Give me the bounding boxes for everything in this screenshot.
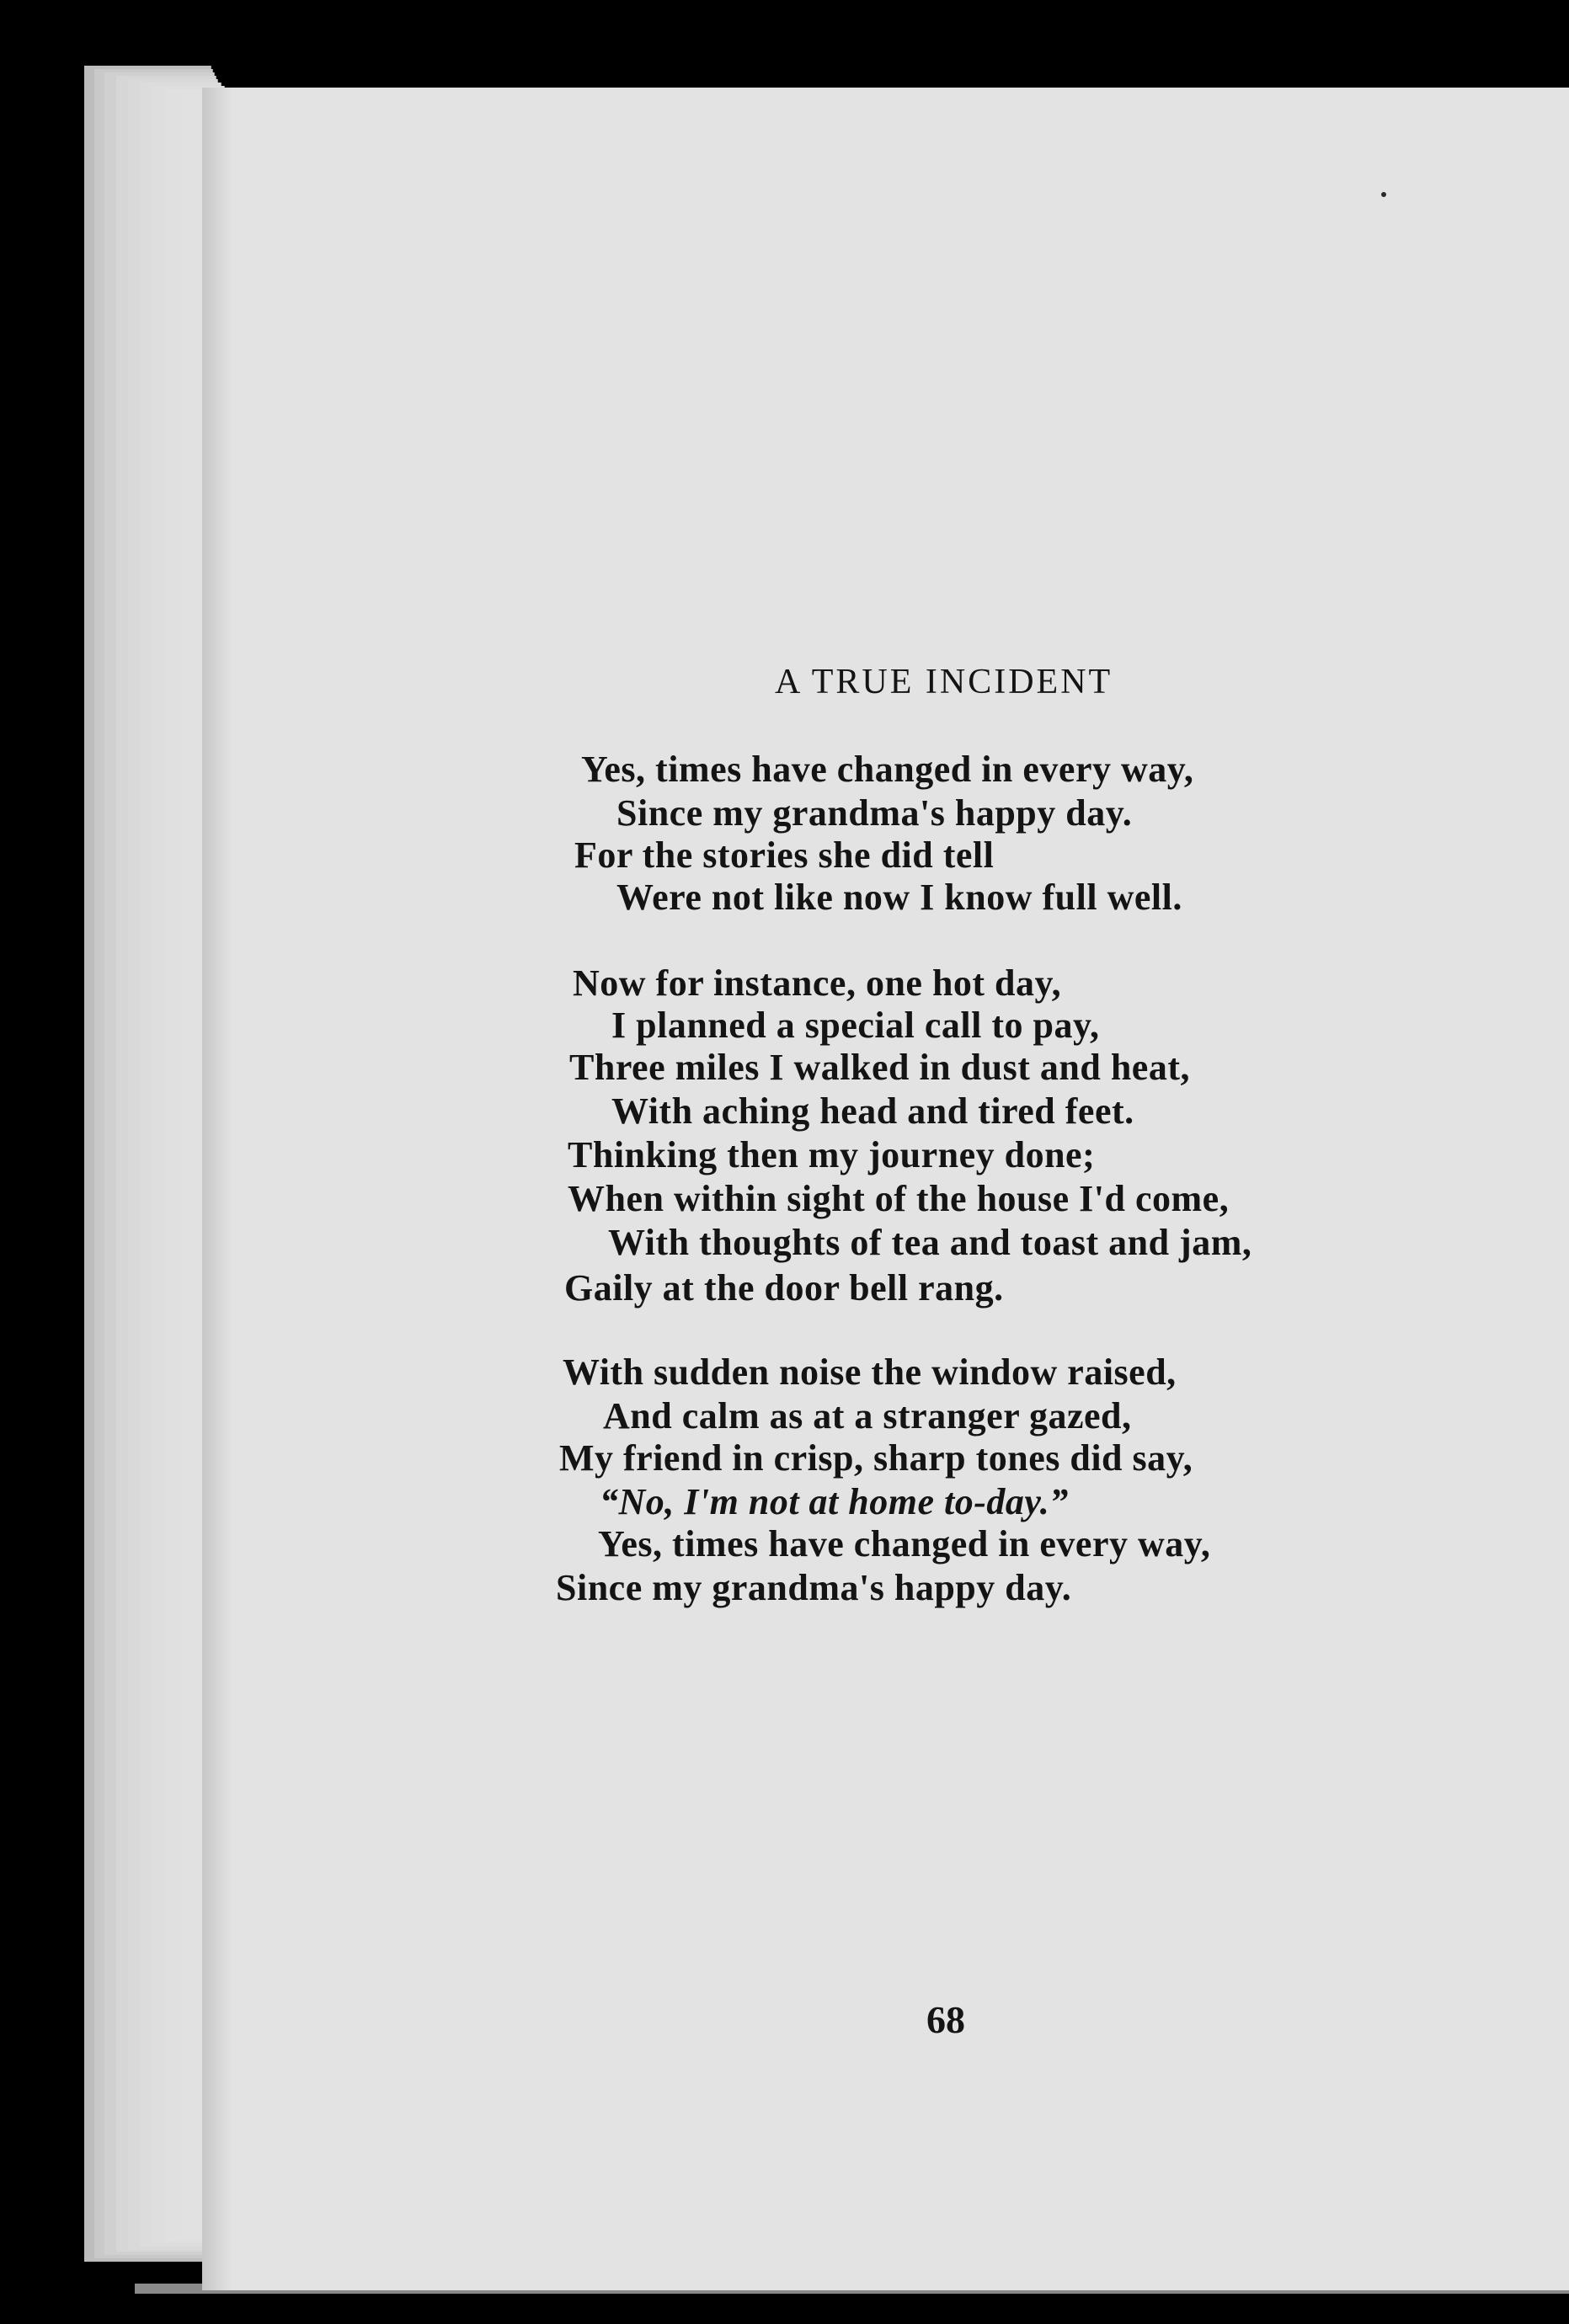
poem-line: Since my grandma's happy day. — [616, 792, 1133, 834]
poem-line: Thinking then my journey done; — [568, 1134, 1096, 1175]
poem-line: I planned a special call to pay, — [611, 1005, 1100, 1046]
poem-line: For the stories she did tell — [574, 834, 995, 876]
poem-title: A TRUE INCIDENT — [775, 663, 1113, 701]
page-number: 68 — [926, 1998, 965, 2041]
poem-line: With aching head and tired feet. — [611, 1090, 1134, 1132]
gutter-shadow — [202, 88, 232, 2290]
poem-line: With thoughts of tea and toast and jam, — [608, 1222, 1252, 1263]
poem-line: Were not like now I know full well. — [616, 877, 1182, 918]
dust-speck — [1381, 192, 1386, 197]
poem-line: With sudden noise the window raised, — [563, 1351, 1177, 1393]
poem-line: When within sight of the house I'd come, — [568, 1178, 1230, 1219]
poem-line: Gaily at the door bell rang. — [564, 1267, 1004, 1309]
poem-line: Now for instance, one hot day, — [573, 962, 1062, 1004]
poem-line: My friend in crisp, sharp tones did say, — [559, 1437, 1193, 1479]
poem-line: Yes, times have changed in every way, — [598, 1523, 1211, 1564]
poem-line: And calm as at a stranger gazed, — [603, 1395, 1132, 1437]
poem-line: “No, I'm not at home to-day.” — [600, 1481, 1069, 1522]
poem-line: Three miles I walked in dust and heat, — [569, 1047, 1190, 1088]
poem-line: Yes, times have changed in every way, — [581, 749, 1194, 790]
poem-line: Since my grandma's happy day. — [556, 1567, 1072, 1608]
